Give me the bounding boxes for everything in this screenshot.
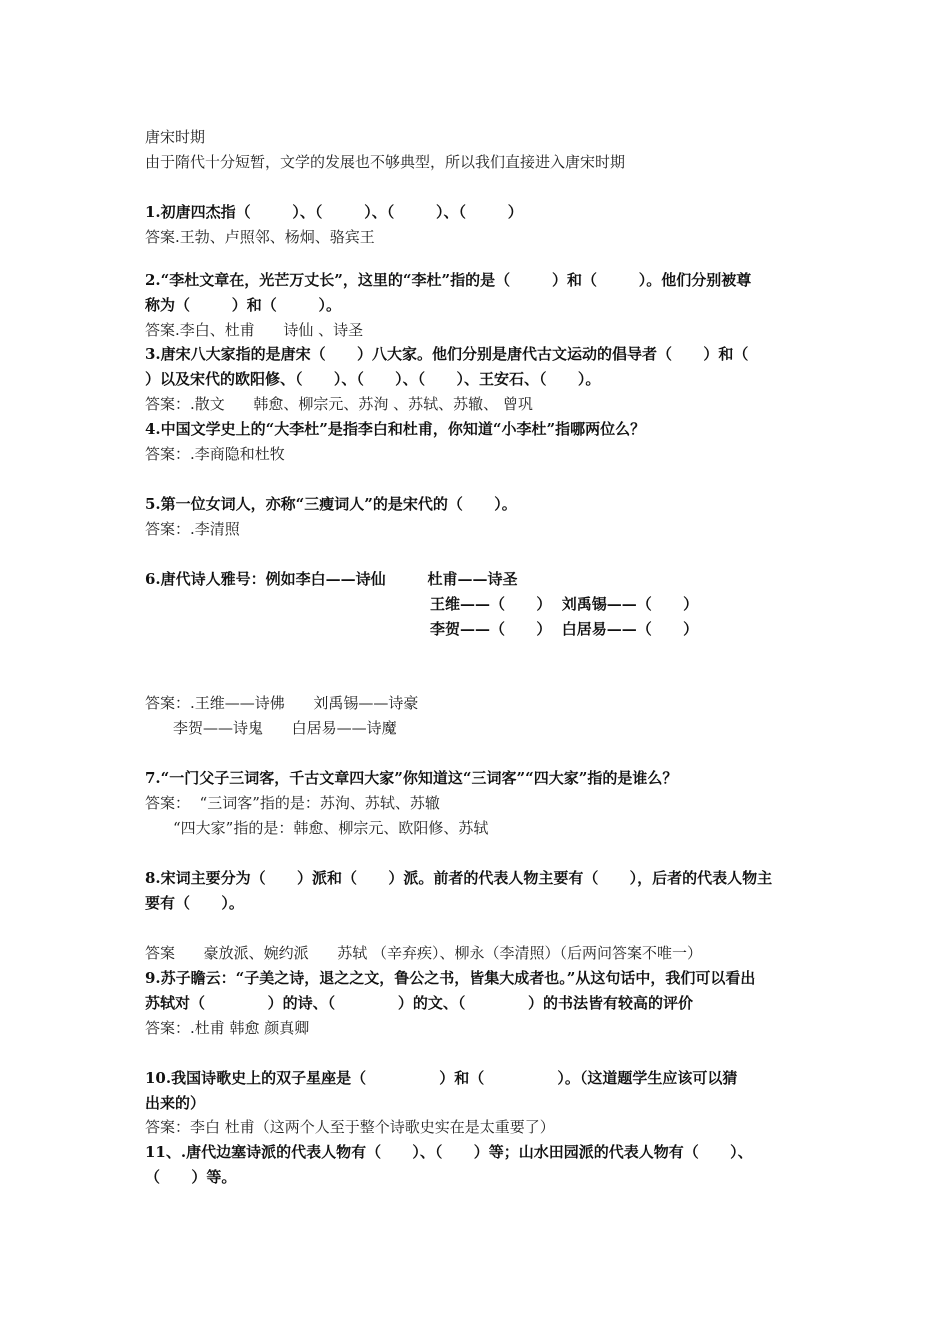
answer-1: 答案.王勃、卢照邻、杨炯、骆宾王 <box>145 228 375 246</box>
question-11: 11、.唐代边塞诗派的代表人物有（ ）、（ ）等；山水田园派的代表人物有（ ）、 <box>145 1143 753 1161</box>
question-8-cont: 要有（ ）。 <box>145 894 244 912</box>
question-10-cont: 出来的） <box>145 1094 206 1112</box>
answer-6-cont: 李贺——诗鬼 白居易——诗魔 <box>173 719 397 737</box>
question-3: 3.唐宋八大家指的是唐宋（ ）八大家。他们分别是唐代古文运动的倡导者（ ）和（ <box>145 345 749 363</box>
section-title: 唐宋时期 <box>145 128 206 146</box>
question-2-cont: 称为（ ）和（ ）。 <box>145 296 342 314</box>
answer-4: 答案：.李商隐和杜牧 <box>145 445 285 463</box>
question-1: 1.初唐四杰指（ ）、（ ）、（ ）、（ ） <box>145 203 523 221</box>
answer-8: 答案 豪放派、婉约派 苏轼 （辛弃疾）、柳永（李清照）（后两问答案不唯一） <box>145 944 702 962</box>
question-9: 9.苏子瞻云：“子美之诗，退之之文，鲁公之书，皆集大成者也。”从这句话中，我们可以看出 <box>145 969 756 987</box>
question-7: 7.“一门父子三词客，千古文章四大家”你知道这“三词客”“四大家”指的是谁么？ <box>145 769 678 787</box>
question-2: 2.“李杜文章在，光芒万丈长”，这里的“李杜”指的是（ ）和（ ）。他们分别被尊 <box>145 271 752 289</box>
question-9-cont: 苏轼对（ ）的诗、（ ）的文、（ ）的书法皆有较高的评价 <box>145 994 694 1012</box>
answer-3: 答案：.散文 韩愈、柳宗元、苏洵 、苏轼、苏辙、 曾巩 <box>145 395 533 413</box>
answer-7-cont: “四大家”指的是：韩愈、柳宗元、欧阳修、苏轼 <box>173 819 489 837</box>
question-3-cont: ）以及宋代的欧阳修、（ ）、（ ）、（ ）、王安石、（ ）。 <box>145 370 601 388</box>
answer-2: 答案.李白、杜甫 诗仙 、诗圣 <box>145 321 364 339</box>
answer-7: 答案： “三词客”指的是：苏洵、苏轼、苏辙 <box>145 794 440 812</box>
question-6: 6.唐代诗人雅号：例如李白——诗仙 杜甫——诗圣 <box>145 570 518 588</box>
answer-10: 答案：李白 杜甫（这两个人至于整个诗歌史实在是太重要了） <box>145 1118 555 1136</box>
question-6-row-2: 李贺——（ ） 白居易——（ ） <box>430 620 699 638</box>
question-10: 10.我国诗歌史上的双子星座是（ ）和（ ）。（这道题学生应该可以猜 <box>145 1069 738 1087</box>
answer-9: 答案：.杜甫 韩愈 颜真卿 <box>145 1019 310 1037</box>
question-11-cont: （ ）等。 <box>145 1168 237 1186</box>
question-6-row-1: 王维——（ ） 刘禹锡——（ ） <box>430 595 699 613</box>
question-4: 4.中国文学史上的“大李杜”是指李白和杜甫，你知道“小李杜”指哪两位么？ <box>145 420 646 438</box>
answer-6: 答案：.王维——诗佛 刘禹锡——诗豪 <box>145 694 419 712</box>
intro-text: 由于隋代十分短暂，文学的发展也不够典型，所以我们直接进入唐宋时期 <box>145 153 626 171</box>
question-5: 5.第一位女词人，亦称“三瘦词人”的是宋代的（ ）。 <box>145 495 517 513</box>
answer-5: 答案：.李清照 <box>145 520 240 538</box>
question-8: 8.宋词主要分为（ ）派和（ ）派。前者的代表人物主要有（ ），后者的代表人物主 <box>145 869 773 887</box>
